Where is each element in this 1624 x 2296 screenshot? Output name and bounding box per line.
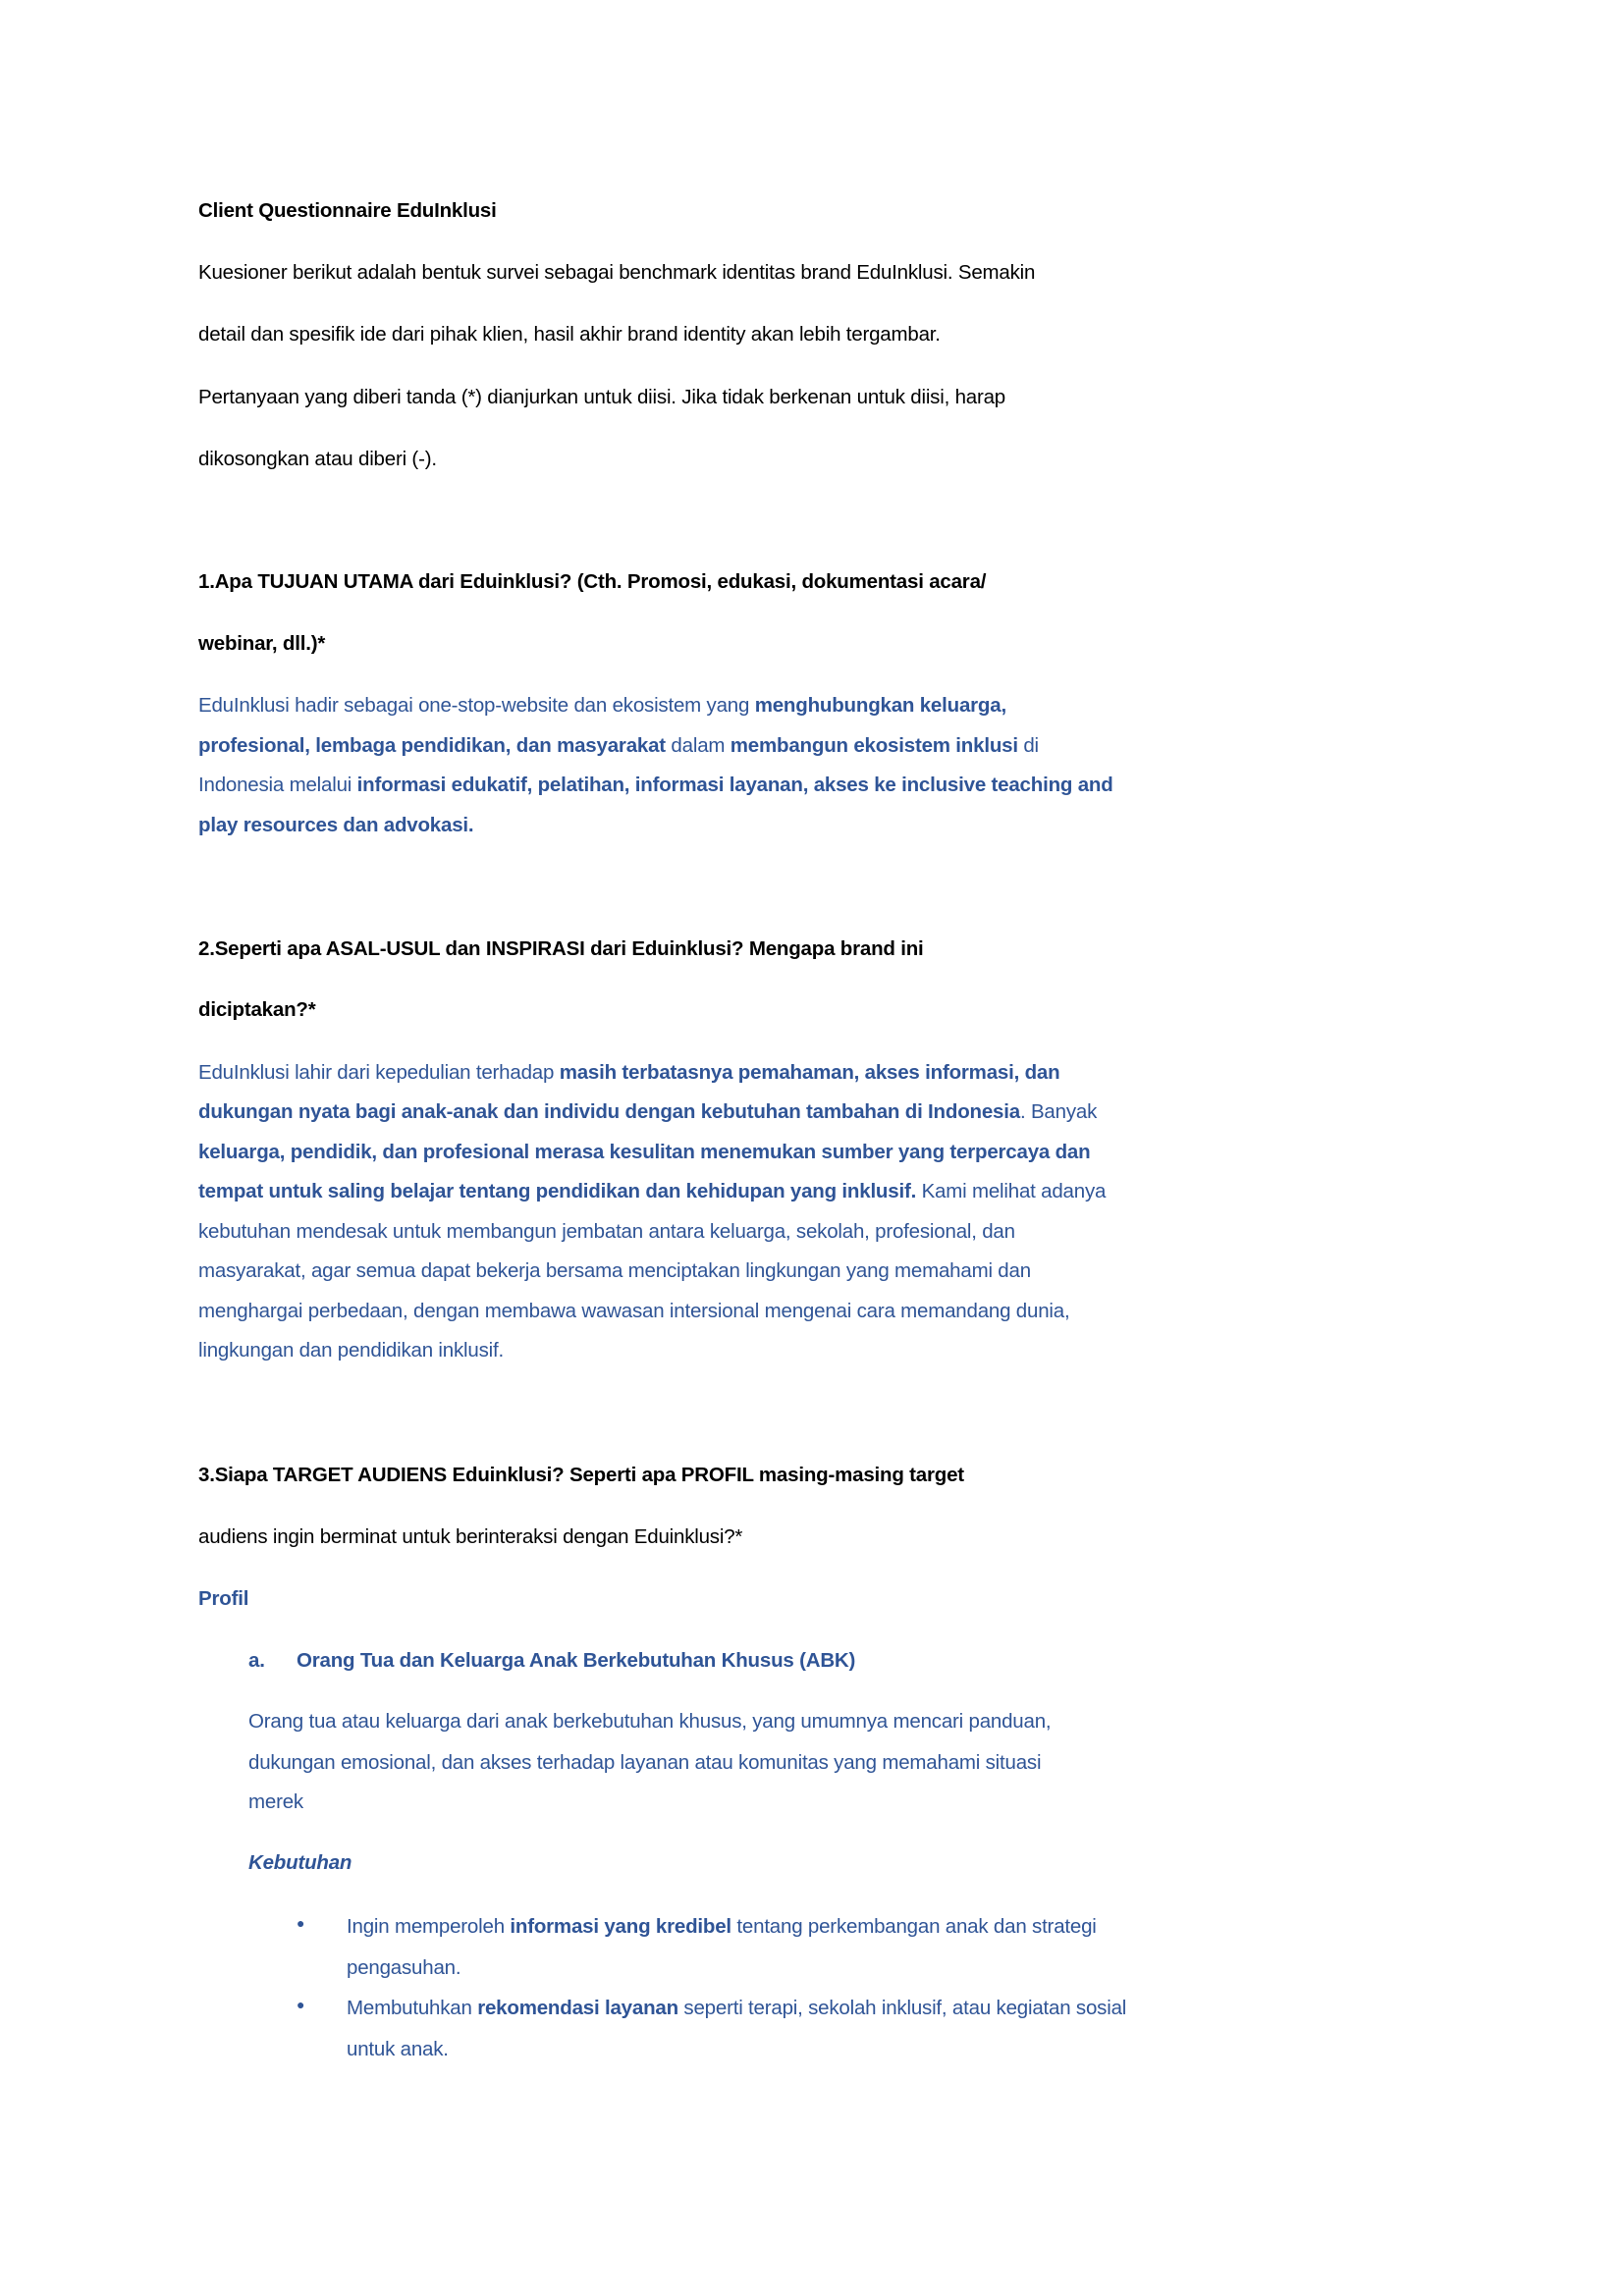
profile-description: merek	[248, 1790, 303, 1813]
answer-1-line	[198, 732, 1039, 760]
profile-description: Orang tua atau keluarga dari anak berkebutuhan khusus, yang umumnya mencari panduan,	[248, 1710, 1052, 1733]
list-marker-a: a.	[248, 1649, 265, 1672]
answer-2-line	[198, 1218, 1015, 1246]
bold-text: informasi edukatif, pelatihan, informasi layanan, akses ke inclusive teaching and	[356, 774, 1113, 796]
text: Membutuhkan	[347, 1997, 478, 2019]
bullet-icon: ●	[297, 1997, 305, 2012]
needs-item-line	[347, 1954, 460, 1982]
intro-line: Pertanyaan yang diberi tanda (*) dianjurkan untuk diisi. Jika tidak berkenan untuk diisi, harap	[198, 386, 1006, 408]
text: . Banyak	[1019, 1100, 1098, 1123]
bold-text: masih terbatasnya pemahaman, akses informasi, dan	[559, 1061, 1060, 1084]
bold-text: membangun ekosistem inklusi	[730, 734, 1018, 757]
bold-text: informasi yang kredibel	[510, 1915, 731, 1938]
question-3: audiens ingin berminat untuk berinteraksi dengan Eduinklusi?*	[198, 1525, 743, 1548]
text: pengasuhan.	[347, 1956, 461, 1979]
answer-2-line	[198, 1298, 1069, 1325]
text: lingkungan dan pendidikan inklusif.	[198, 1339, 504, 1362]
answer-2-line	[198, 1059, 1059, 1087]
profile-description: dukungan emosional, dan akses terhadap layanan atau komunitas yang memahami situasi	[248, 1751, 1042, 1774]
text: menghargai perbedaan, dengan membawa wawasan intersional mengenai cara memandang dunia,	[198, 1300, 1070, 1322]
document-title: Client Questionnaire EduInklusi	[198, 199, 497, 222]
intro-line: Kuesioner berikut adalah bentuk survei sebagai benchmark identitas brand EduInklusi. Semakin	[198, 261, 1036, 284]
text: kebutuhan mendesak untuk membangun jembatan antara keluarga, sekolah, profesional, dan	[198, 1220, 1015, 1243]
bold-text: dukungan nyata bagi anak-anak dan individu dengan kebutuhan tambahan di Indonesia	[198, 1100, 1020, 1123]
bold-text: keluarga, pendidik, dan profesional merasa kesulitan menemukan sumber yang terpercaya dan	[198, 1141, 1091, 1163]
intro-line: dikosongkan atau diberi (-).	[198, 448, 437, 470]
answer-1-line	[198, 692, 1006, 720]
text: Ingin memperoleh	[347, 1915, 511, 1938]
answer-1-line	[198, 772, 1113, 799]
text: Kami melihat adanya	[916, 1180, 1107, 1202]
text: tentang perkembangan anak dan strategi	[731, 1915, 1097, 1938]
profile-heading: Orang Tua dan Keluarga Anak Berkebutuhan Khusus (ABK)	[297, 1649, 856, 1672]
text: EduInklusi hadir sebagai one-stop-website dan ekosistem yang	[198, 694, 755, 717]
answer-1-line	[198, 812, 473, 839]
question-2: diciptakan?*	[198, 998, 316, 1021]
intro-line: detail dan spesifik ide dari pihak klien, hasil akhir brand identity akan lebih tergambar.	[198, 323, 941, 346]
answer-2-line	[198, 1139, 1090, 1166]
text: masyarakat, agar semua dapat bekerja bersama menciptakan lingkungan yang memahami dan	[198, 1259, 1031, 1282]
bullet-icon: ●	[297, 1915, 305, 1931]
question-1: webinar, dll.)*	[198, 632, 326, 655]
profil-label: Profil	[198, 1587, 249, 1610]
question-2: 2.Seperti apa ASAL-USUL dan INSPIRASI dari Eduinklusi? Mengapa brand ini	[198, 937, 924, 960]
question-3: 3.Siapa TARGET AUDIENS Eduinklusi? Seperti apa PROFIL masing-masing target	[198, 1464, 964, 1486]
text: seperti terapi, sekolah inklusif, atau kegiatan sosial	[677, 1997, 1127, 2019]
bold-text: tempat untuk saling belajar tentang pendidikan dan kehidupan yang inklusif.	[198, 1180, 917, 1202]
answer-2-line	[198, 1257, 1031, 1285]
needs-item-line	[347, 2036, 449, 2063]
bold-text: play resources dan advokasi.	[198, 814, 474, 836]
question-1: 1.Apa TUJUAN UTAMA dari Eduinklusi? (Cth. Promosi, edukasi, dokumentasi acara/	[198, 570, 987, 593]
text: Indonesia melalui	[198, 774, 357, 796]
bold-text: menghubungkan keluarga,	[754, 694, 1006, 717]
text: untuk anak.	[347, 2038, 449, 2060]
answer-2-line	[198, 1098, 1097, 1126]
answer-2-line	[198, 1178, 1106, 1205]
text: di	[1017, 734, 1039, 757]
text: dalam	[665, 734, 731, 757]
needs-item-line	[347, 1995, 1126, 2022]
needs-label: Kebutuhan	[248, 1851, 352, 1874]
bold-text: rekomendasi layanan	[477, 1997, 678, 2019]
answer-2-line	[198, 1337, 504, 1364]
text: EduInklusi lahir dari kepedulian terhadap	[198, 1061, 560, 1084]
bold-text: profesional, lembaga pendidikan, dan masyarakat	[198, 734, 666, 757]
needs-item-line	[347, 1913, 1097, 1941]
